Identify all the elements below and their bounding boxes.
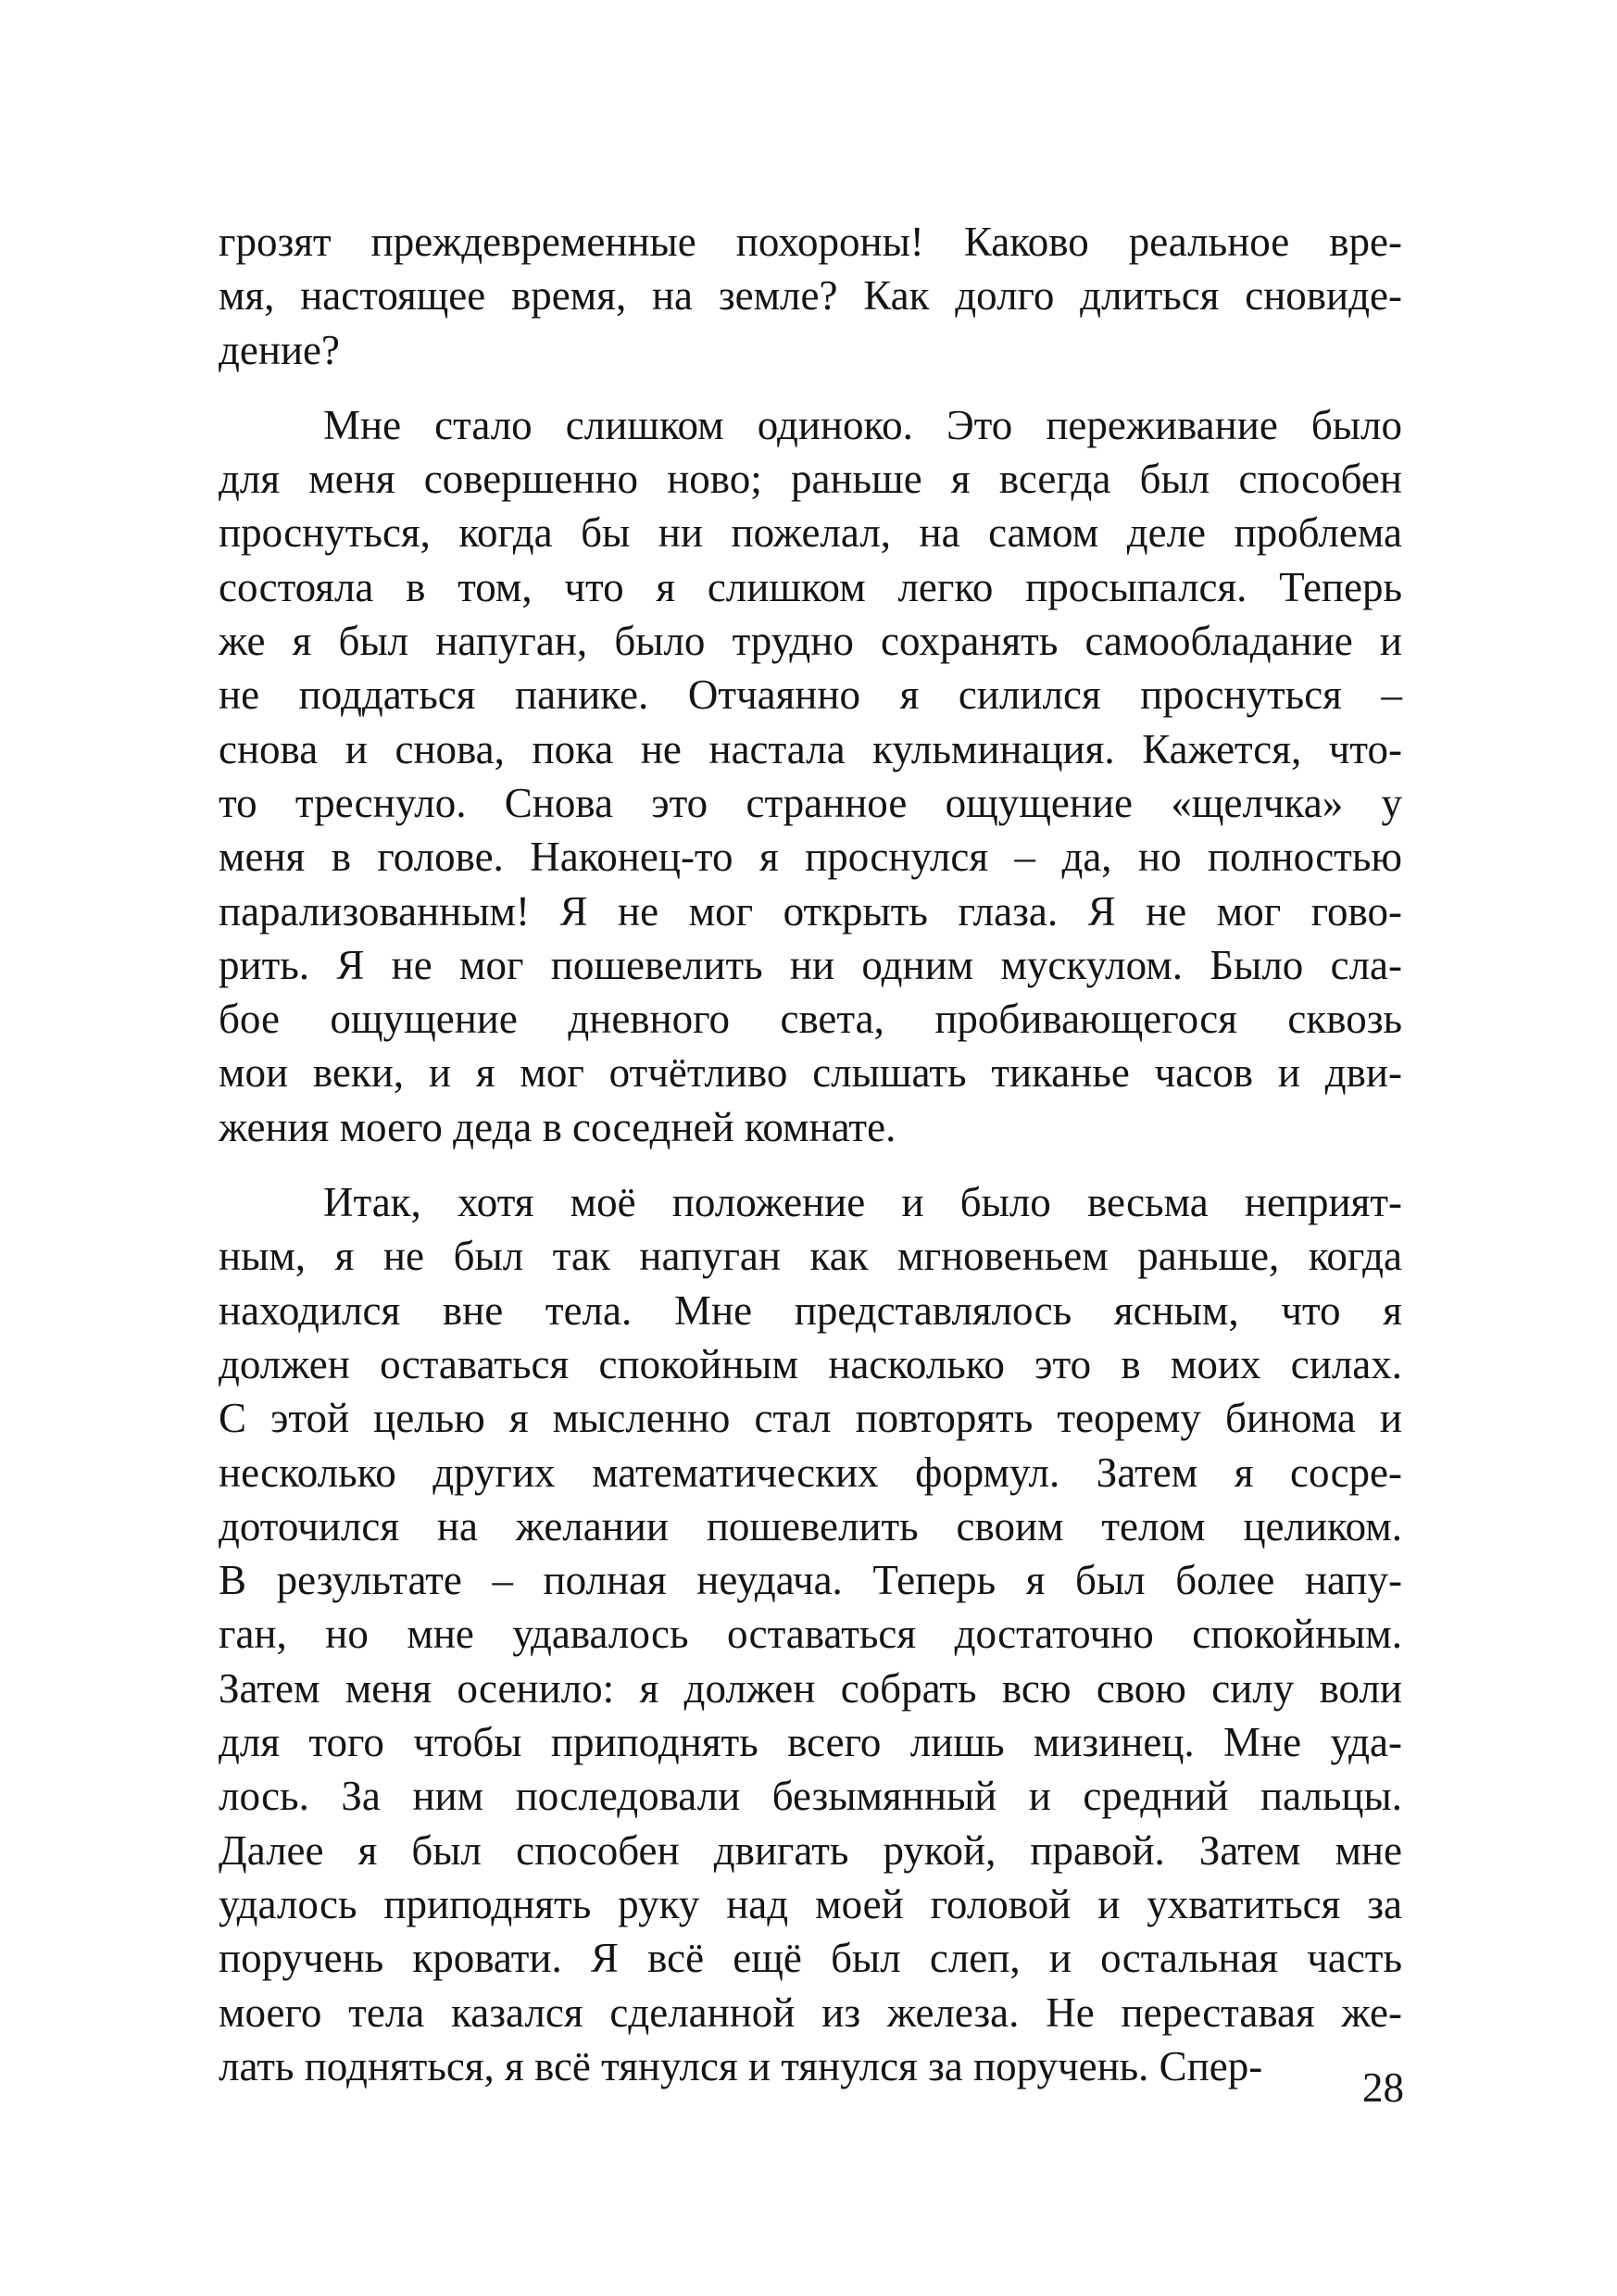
text-line: ным, я не был так напуган как мгновеньем раньше, когда [219, 1233, 1402, 1280]
text-line: же я был напуган, было трудно сохранять самообладание и [219, 618, 1402, 665]
text-line: для того чтобы приподнять всего лишь мизинец. Мне уда- [219, 1719, 1402, 1766]
text-line: находился вне тела. Мне представлялось ясным, что я [219, 1286, 1402, 1334]
text-line: С этой целью я мысленно стал повторять теорему бинома и [219, 1395, 1402, 1442]
text-line: удалось приподнять руку над моей головой и ухватиться за [219, 1880, 1402, 1927]
text-line: ган, но мне удавалось оставаться достаточно спокойным. [219, 1611, 1402, 1658]
text-line: снова и снова, пока не настала кульминация. Кажется, что- [219, 725, 1402, 772]
text-line: несколько других математических формул. Затем я сосре- [219, 1449, 1402, 1496]
paragraph [219, 398, 1402, 1154]
text-line: должен оставаться спокойным насколько это в моих силах. [219, 1340, 1402, 1387]
text-line: бое ощущение дневного света, пробивающегося сквозь [219, 996, 1402, 1043]
text-line: лось. За ним последовали безымянный и средний пальцы. [219, 1773, 1402, 1820]
text-line: доточился на желании пошевелить своим телом целиком. [219, 1502, 1402, 1549]
text-line: рить. Я не мог пошевелить ни одним мускулом. Было сла- [219, 941, 1402, 988]
text-line: дение? [219, 326, 340, 373]
text-line: не поддаться панике. Отчаянно я силился проснуться – [219, 671, 1402, 719]
paragraph [219, 1175, 1402, 2093]
text-line: мои веки, и я мог отчётливо слышать тиканье часов и дви- [219, 1049, 1402, 1097]
text-line: лать подняться, я всё тянулся и тянулся за поручень. Спер- [219, 2042, 1263, 2089]
text-line: меня в голове. Наконец-то я проснулся – да, но полностью [219, 834, 1402, 881]
text-line: грозят преждевременные похороны! Каково реальное вре- [219, 219, 1402, 265]
body-text [219, 215, 1402, 2093]
text-line: Мне стало слишком одиноко. Это переживание было [323, 401, 1402, 448]
text-line: Затем меня осенило: я должен собрать всю свою силу воли [219, 1664, 1402, 1712]
text-line: мя, настоящее время, на земле? Как долго длиться сновиде- [219, 272, 1402, 320]
text-line: жения моего деда в соседней комнате. [219, 1103, 896, 1150]
text-line: Итак, хотя моё положение и было весьма неприят- [323, 1179, 1402, 1226]
text-line: для меня совершенно ново; раньше я всегда был способен [219, 456, 1402, 503]
paragraph [219, 215, 1402, 377]
text-line: проснуться, когда бы ни пожелал, на самом деле проблема [219, 509, 1402, 557]
text-line: моего тела казался сделанной из железа. Не переставая же- [219, 1989, 1402, 2036]
page-number: 28 [1362, 2064, 1404, 2111]
text-line: Далее я был способен двигать рукой, правой. Затем мне [219, 1826, 1402, 1874]
text-line: В результате – полная неудача. Теперь я был более напу- [219, 1557, 1402, 1604]
text-line: состояла в том, что я слишком легко просыпался. Теперь [219, 563, 1402, 610]
text-line: поручень кровати. Я всё ещё был слеп, и остальная часть [219, 1935, 1402, 1982]
text-line: парализованным! Я не мог открыть глаза. Я не мог гово- [219, 887, 1402, 935]
text-line: то треснуло. Снова это странное ощущение «щелчка» у [219, 779, 1402, 826]
